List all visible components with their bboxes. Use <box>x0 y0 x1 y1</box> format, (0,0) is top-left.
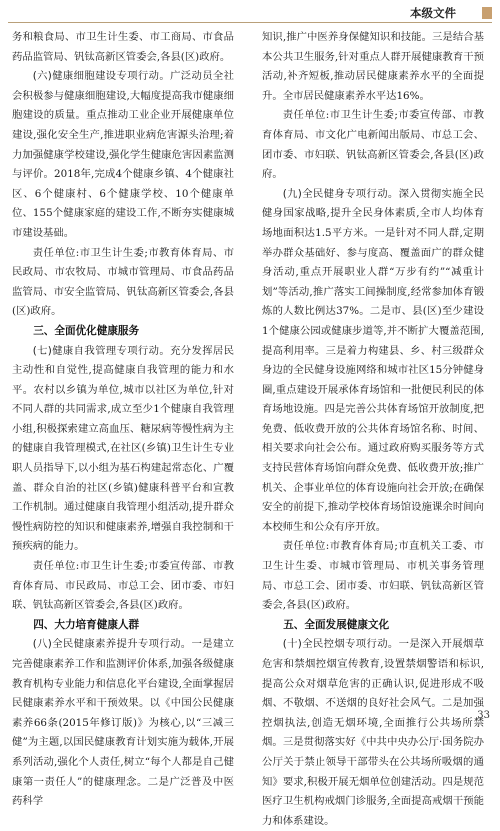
paragraph-text: 责任单位:市教育体育局;市直机关工委、市卫生计生委、市城市管理局、市机关事务管理局、市总工会、团市委、市妇联、钒钛高新区管委会,各县(区)政府。 <box>262 540 484 612</box>
paragraph-lead-title: (九)全民健身专项行动。 <box>282 187 399 200</box>
paragraph-text: 务和粮食局、市卫生计生委、市工商局、市食品药品监管局、钒钛高新区管委会,各县(区)政府。 <box>12 31 234 63</box>
paragraph-text: 一是深入开展烟草危害和禁烟控烟宣传教育,设置禁烟警语和标识,提高公众对烟草危害的正确认识,促进形成不吸烟、不敬烟、不送烟的良好社会风气。二是加强控烟执法,创造无烟环境,全面推行公共场所禁烟。三是贯彻落实好《中共中央办公厅·国务院办公厅关于禁止领导干部带头在公共场所吸烟的通知》要求,积极开展无烟单位创建活动。四是规范医疗卫生机构戒烟门诊服务,全面提高戒烟干预能力和体系建设。 <box>262 638 484 827</box>
body-paragraph <box>12 28 234 67</box>
body-paragraph <box>262 537 484 615</box>
paragraph-text: 一是建立完善健康素养工作和监测评价体系,加强各级健康教育机构专业能力和信息化平台建设,全面掌握居民健康素养水平和干预效果。以《中国公民健康素养66条(2015年修订版)》为核心,以“三减三健”为主题,以国民健康教育计划实施为载体,开展系列活动,强化个人责任,树立“每个人都是自己健康第一责任人”的健康理念。二是广泛普及中医药科学 <box>12 638 234 808</box>
body-paragraph <box>12 67 234 243</box>
paragraph-text: 知识,推广中医养身保健知识和技能。三是结合基本公共卫生服务,针对重点人群开展健康教育干预活动,补齐短板,推动居民健康素养水平的全面提升。全市居民健康素养水平达16%。 <box>262 31 484 102</box>
paragraph-lead-title: (六)健康细胞建设专项行动。 <box>32 70 171 83</box>
section-title: 本级文件 <box>410 6 456 20</box>
paragraph-lead-title: (八)全民健康素养提升专项行动。 <box>32 638 192 651</box>
paragraph-lead-title: (十)全民控烟专项行动。 <box>282 638 399 651</box>
paragraph-text: 广泛动员全社会积极参与健康细胞建设,大幅度提高我市健康细胞建设的质量。重点推动工业企业开展健康单位建设,强化安全生产,推进职业病危害源头治理;着力加强健康学校建设,强化学生健康危害因素监测与评价。2018年,完成4个健康乡镇、4个健康社区、6个健康村、6个健康学校、10个健康单位、155个健康家庭的建设工作,不断夯实健康城市建设基础。 <box>12 70 234 239</box>
paragraph-text: 深入贯彻实施全民健身国家战略,提升全民身体素质,全市人均体育场地面积达1.5平方米。一是针对不同人群,定期举办群众基础好、参与度高、覆盖面广的群众健身活动,重点开展职业人群“万步有约”“减重计划”等活动,推广落实工间操制度,经常参加体育锻炼的人数比例达37%。二是市、县(区)至少建设1个健康公园或健康步道等,并不断扩大覆盖范围,提高利用率。三是着力构建县、乡、村三级群众身边的全民健身设施网络和城市社区15分钟健身圈,重点建设开展承体育场馆和一批便民利民的体育场地设施。四是完善公共体育场馆开放制度,把免费、低收费开放的公共体育场馆名称、时间、相关要求向社会公布。通过政府购买服务等方式支持民营体育场馆向群众免费、低收费开放;推广机关、企事业单位的体育设施向社会开放;在确保安全的前提下,推动学校体育场馆设施课余时间向本校师生和公众有序开放。 <box>262 187 484 533</box>
body-paragraph <box>12 557 234 616</box>
paragraph-lead-title: (七)健康自我管理专项行动。 <box>32 344 171 357</box>
left-column <box>12 28 234 808</box>
body-paragraph <box>262 635 484 831</box>
header-accent-block <box>482 7 492 19</box>
section-heading: 四、大力培育健康人群 <box>33 618 140 631</box>
page-number: 33 <box>477 710 490 721</box>
body-paragraph <box>262 28 484 106</box>
paragraph-text: 责任单位:市卫生计生委;市委宣传部、市教育体育局、市民政局、市总工会、团市委、市妇联、钒钛高新区管委会,各县(区)政府。 <box>12 560 234 612</box>
body-paragraph <box>12 342 234 558</box>
paragraph-text: 责任单位:市卫生计生委;市委宣传部、市教育体育局、市文化广电新闻出版局、市总工会、团市委、市妇联、钒钛高新区管委会,各县(区)政府。 <box>262 109 484 181</box>
body-paragraph <box>262 185 484 538</box>
section-heading: 五、全面发展健康文化 <box>283 618 390 631</box>
page-header <box>8 4 492 23</box>
paragraph-text: 充分发挥居民主动性和自觉性,提高健康自我管理的能力和水平。农村以乡镇为单位,城市以社区为单位,针对不同人群的共同需求,成立至少1个健康自我管理小组,积极探索建立高血压、糖尿病等慢性病为主的健康自我管理模式,在社区(乡镇)卫生计生专业职人员指导下,以小组为基石构建起常态化、广覆盖、群众自治的社区(乡镇)健康科普平台和宣教工作机制。通过健康自我管理小组活动,提升群众慢性病防控的知识和健康素养,增强自我控制和干预疾病的能力。 <box>12 344 234 553</box>
body-paragraph <box>12 635 234 811</box>
body-paragraph <box>262 106 484 184</box>
paragraph-text: 责任单位:市卫生计生委;市教育体育局、市民政局、市农牧局、市城市管理局、市食品药品监管局、市安全监管局、钒钛高新区管委会,各县(区)政府。 <box>12 246 234 318</box>
body-paragraph <box>12 244 234 322</box>
section-heading: 三、全面优化健康服务 <box>33 324 140 337</box>
